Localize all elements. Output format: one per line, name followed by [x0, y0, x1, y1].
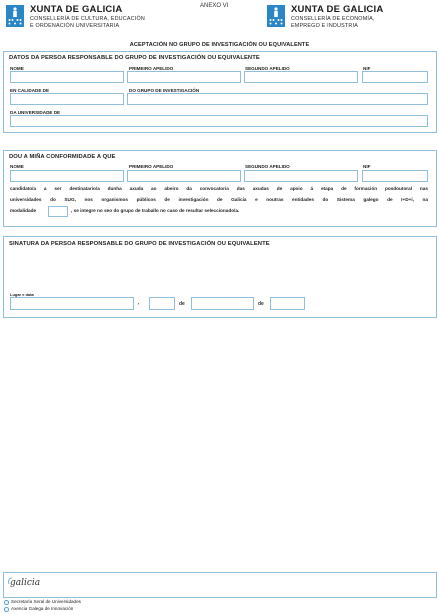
footer-box [3, 572, 437, 598]
capacity-field[interactable] [10, 93, 124, 105]
footer-item: Secretaría Xeral de Universidades [11, 599, 81, 604]
candidate-first-surname-field[interactable] [127, 170, 241, 182]
logo-xunta-economia [267, 5, 383, 29]
footer-item: Axencia Galega de Innovación [11, 606, 74, 611]
bullet-circle-icon [4, 607, 9, 612]
paragraph-tail: , se integre no seo do grupo de traballo no caso de resultar seleccionado/a. [71, 208, 240, 213]
department-line: EMPREGO E INDUSTRIA [291, 22, 358, 29]
de-separator: de [179, 301, 185, 307]
brand-name: XUNTA DE GALICIA [30, 4, 123, 15]
university-field[interactable] [10, 115, 428, 127]
name-label: NOME [10, 164, 24, 169]
year-field[interactable] [270, 297, 305, 310]
galicia-swoosh-icon [7, 577, 13, 585]
de-separator: de [258, 301, 264, 307]
bullet-circle-icon [4, 600, 9, 605]
department-line: CONSELLERÍA DE CULTURA, EDUCACIÓN [30, 15, 145, 22]
research-group-label: DO GRUPO DE INVESTIGACIÓN [129, 88, 200, 93]
name-label: NOME [10, 66, 24, 71]
candidate-nif-field[interactable] [362, 170, 428, 182]
capacity-label: EN CALIDADE DE [10, 88, 50, 93]
research-group-field[interactable] [127, 93, 428, 105]
second-surname-label: SEGUNDO APELIDO [245, 66, 290, 71]
annex-label: ANEXO VI [200, 3, 229, 9]
first-surname-label: PRIMEIRO APELIDO [129, 66, 174, 71]
galicia-logo: galicia [10, 578, 41, 588]
place-field[interactable] [10, 297, 134, 310]
comma-separator: , [138, 300, 140, 306]
nif-field[interactable] [362, 71, 428, 83]
section-title: SINATURA DA PERSOA RESPONSABLE DO GRUPO DE INVESTIGACIÓN OU EQUIVALENTE [9, 241, 270, 247]
section-title: DOU A MIÑA CONFORMIDADE A QUE [9, 154, 116, 160]
modality-field[interactable] [48, 206, 68, 217]
modality-label: modalidade [10, 208, 37, 213]
first-surname-label: PRIMEIRO APELIDO [129, 164, 174, 169]
name-field[interactable] [10, 71, 124, 83]
xunta-emblem-icon [267, 5, 285, 27]
place-date-label: Lugar e data [10, 292, 34, 297]
nif-label: NIF [363, 66, 371, 71]
brand-name: XUNTA DE GALICIA [291, 4, 384, 15]
paragraph-line: candidato/a a ser destinatario/a dunha axuda ao abeiro da convocatoria das axudas de apoio á etapa de formación posdoutoral nas [10, 186, 428, 191]
department-line: E ORDENACIÓN UNIVERSITARIA [30, 22, 120, 29]
nif-label: NIF [363, 164, 371, 169]
paragraph-line: universidades do SUG, nos organismos públicos de investigación de Galicia e noutras entidades do Sistema galego de I+D+i, na [10, 197, 428, 202]
candidate-name-field[interactable] [10, 170, 124, 182]
second-surname-label: SEGUNDO APELIDO [245, 164, 290, 169]
document-title: ACEPTACIÓN NO GRUPO DE INVESTIGACIÓN OU EQUIVALENTE [129, 42, 310, 48]
xunta-emblem-icon [6, 5, 24, 27]
university-label: DA UNIVERSIDADE DE [10, 110, 61, 115]
day-field[interactable] [149, 297, 175, 310]
second-surname-field[interactable] [244, 71, 358, 83]
month-field[interactable] [191, 297, 254, 310]
first-surname-field[interactable] [127, 71, 241, 83]
logo-xunta-cultura [6, 5, 145, 29]
section-title: DATOS DA PERSOA RESPONSABLE DO GRUPO DE INVESTIGACIÓN OU EQUIVALENTE [9, 55, 260, 61]
candidate-second-surname-field[interactable] [244, 170, 358, 182]
department-line: CONSELLERÍA DE ECONOMÍA, [291, 15, 375, 22]
